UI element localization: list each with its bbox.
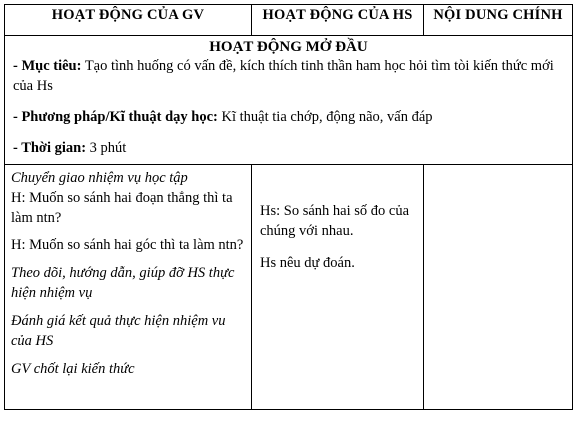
student-activity-cell bbox=[252, 165, 424, 410]
teacher-conclude: GV chốt lại kiến thức bbox=[11, 361, 135, 377]
goal-text: Tạo tình huống có vấn đề, kích thích tinh thần ham học hỏi tìm tòi kiến thức mới của Hs bbox=[13, 58, 554, 94]
intro-row bbox=[5, 36, 573, 165]
method-label: - Phương pháp/Kĩ thuật dạy học: bbox=[13, 109, 218, 125]
time-text: 3 phút bbox=[86, 140, 127, 156]
lesson-plan-table bbox=[4, 4, 573, 410]
header-row bbox=[5, 5, 573, 36]
time-label: - Thời gian: bbox=[13, 140, 87, 156]
time-line bbox=[13, 138, 564, 158]
activity-row bbox=[5, 165, 573, 410]
header-main-content: NỘI DUNG CHÍNH bbox=[424, 5, 573, 36]
header-student-activity: HOẠT ĐỘNG CỦA HS bbox=[252, 5, 424, 36]
main-content-cell bbox=[424, 165, 573, 410]
intro-cell bbox=[5, 36, 573, 165]
teacher-evaluate: Đánh giá kết quả thực hiện nhiệm vu của HS bbox=[11, 313, 226, 349]
header-teacher-activity: HOẠT ĐỘNG CỦA GV bbox=[5, 5, 252, 36]
teacher-follow-up: Theo dõi, hướng dẫn, giúp đỡ HS thực hiện nhiệm vụ bbox=[11, 265, 235, 301]
student-answer-1: Hs: So sánh hai số đo của chúng với nhau. bbox=[260, 203, 410, 239]
student-answer-2: Hs nêu dự đoán. bbox=[260, 255, 355, 271]
teacher-question-2: H: Muốn so sánh hai góc thì ta làm ntn? bbox=[11, 237, 244, 253]
method-line bbox=[13, 107, 564, 127]
method-text: Kĩ thuật tia chớp, động não, vấn đáp bbox=[217, 109, 433, 125]
teacher-question-1: H: Muốn so sánh hai đoạn thẳng thì ta làm ntn? bbox=[11, 190, 233, 226]
teacher-activity-cell bbox=[5, 165, 252, 410]
goal-label: - Mục tiêu: bbox=[13, 58, 82, 74]
section-title: HOẠT ĐỘNG MỞ ĐẦU bbox=[209, 39, 368, 55]
task-assignment: Chuyển giao nhiệm vụ học tập bbox=[11, 170, 188, 186]
goal-line bbox=[13, 56, 564, 96]
